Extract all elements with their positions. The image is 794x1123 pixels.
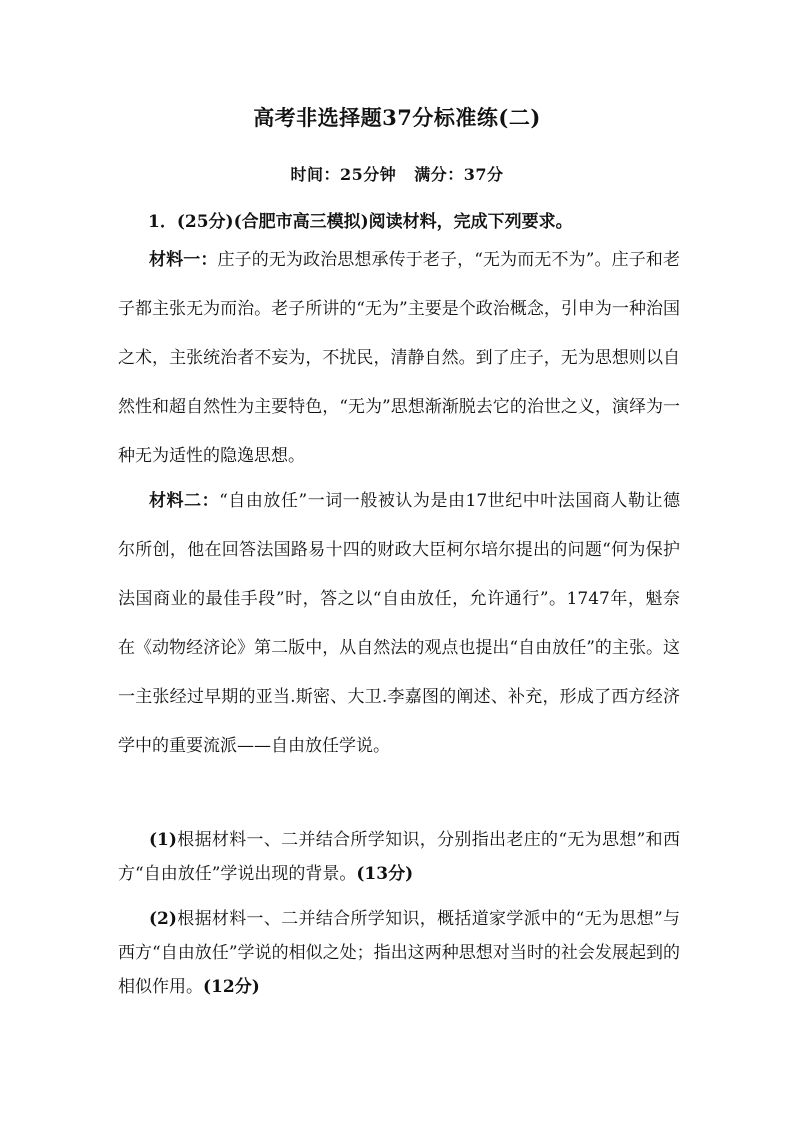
subquestion-1 bbox=[118, 823, 680, 891]
material-two-label: 材料二： bbox=[149, 491, 220, 511]
subquestion-2 bbox=[118, 902, 680, 1004]
question-heading bbox=[148, 207, 688, 232]
subquestion-2-text: 根据材料一、二并结合所学知识，概括道家学派中的“无为思想”与西方“自由放任”学说的相似之处；指出这两种思想对当时的社会发展起到的相似作用。 bbox=[118, 909, 680, 997]
material-one-label: 材料一： bbox=[149, 250, 218, 270]
subquestion-1-number: (1) bbox=[149, 830, 177, 850]
question-instruction: (合肥市高三模拟)阅读材料，完成下列要求。 bbox=[233, 212, 573, 232]
subquestion-2-points: (12分) bbox=[203, 977, 260, 997]
question-number-score: 1．(25分) bbox=[148, 212, 234, 232]
subquestion-1-text: 根据材料一、二并结合所学知识，分别指出老庄的“无为思想”和西方“自由放任”学说出现的背景。 bbox=[118, 830, 680, 884]
exam-meta bbox=[0, 162, 794, 185]
material-two-text: “自由放任”一词一般被认为是由17世纪中叶法国商人勒让德尔所创，他在回答法国路易十四的财政大臣柯尔培尔提出的问题“何为保护法国商业的最佳手段”时，答之以“自由放任，允许通行”。1747年，魁奈在《动物经济论》第二版中，从自然法的观点也提出“自由放任”的主张。这一主张经过早期的亚当.斯密、大卫.李嘉图的阐述、补充，形成了西方经济学中的重要流派——自由放任学说。 bbox=[118, 491, 681, 756]
subquestion-2-number: (2) bbox=[149, 909, 177, 929]
material-two bbox=[118, 477, 680, 771]
full-score: 满分：37分 bbox=[414, 165, 504, 184]
material-one bbox=[118, 236, 680, 481]
page-title: 高考非选择题37分标准练(二) bbox=[253, 105, 541, 130]
material-one-text: 庄子的无为政治思想承传于老子，“无为而无不为”。庄子和老子都主张无为而治。老子所讲的“无为”主要是个政治概念，引申为一种治国之术，主张统治者不妄为，不扰民，清静自然。到了庄子，无为思想则以自然性和超自然性为主要特色，“无为”思想渐渐脱去它的治世之义，演绎为一种无为适性的隐逸思想。 bbox=[118, 250, 680, 466]
time-limit: 时间：25分钟 bbox=[290, 165, 397, 184]
subquestion-1-points: (13分) bbox=[356, 864, 414, 884]
